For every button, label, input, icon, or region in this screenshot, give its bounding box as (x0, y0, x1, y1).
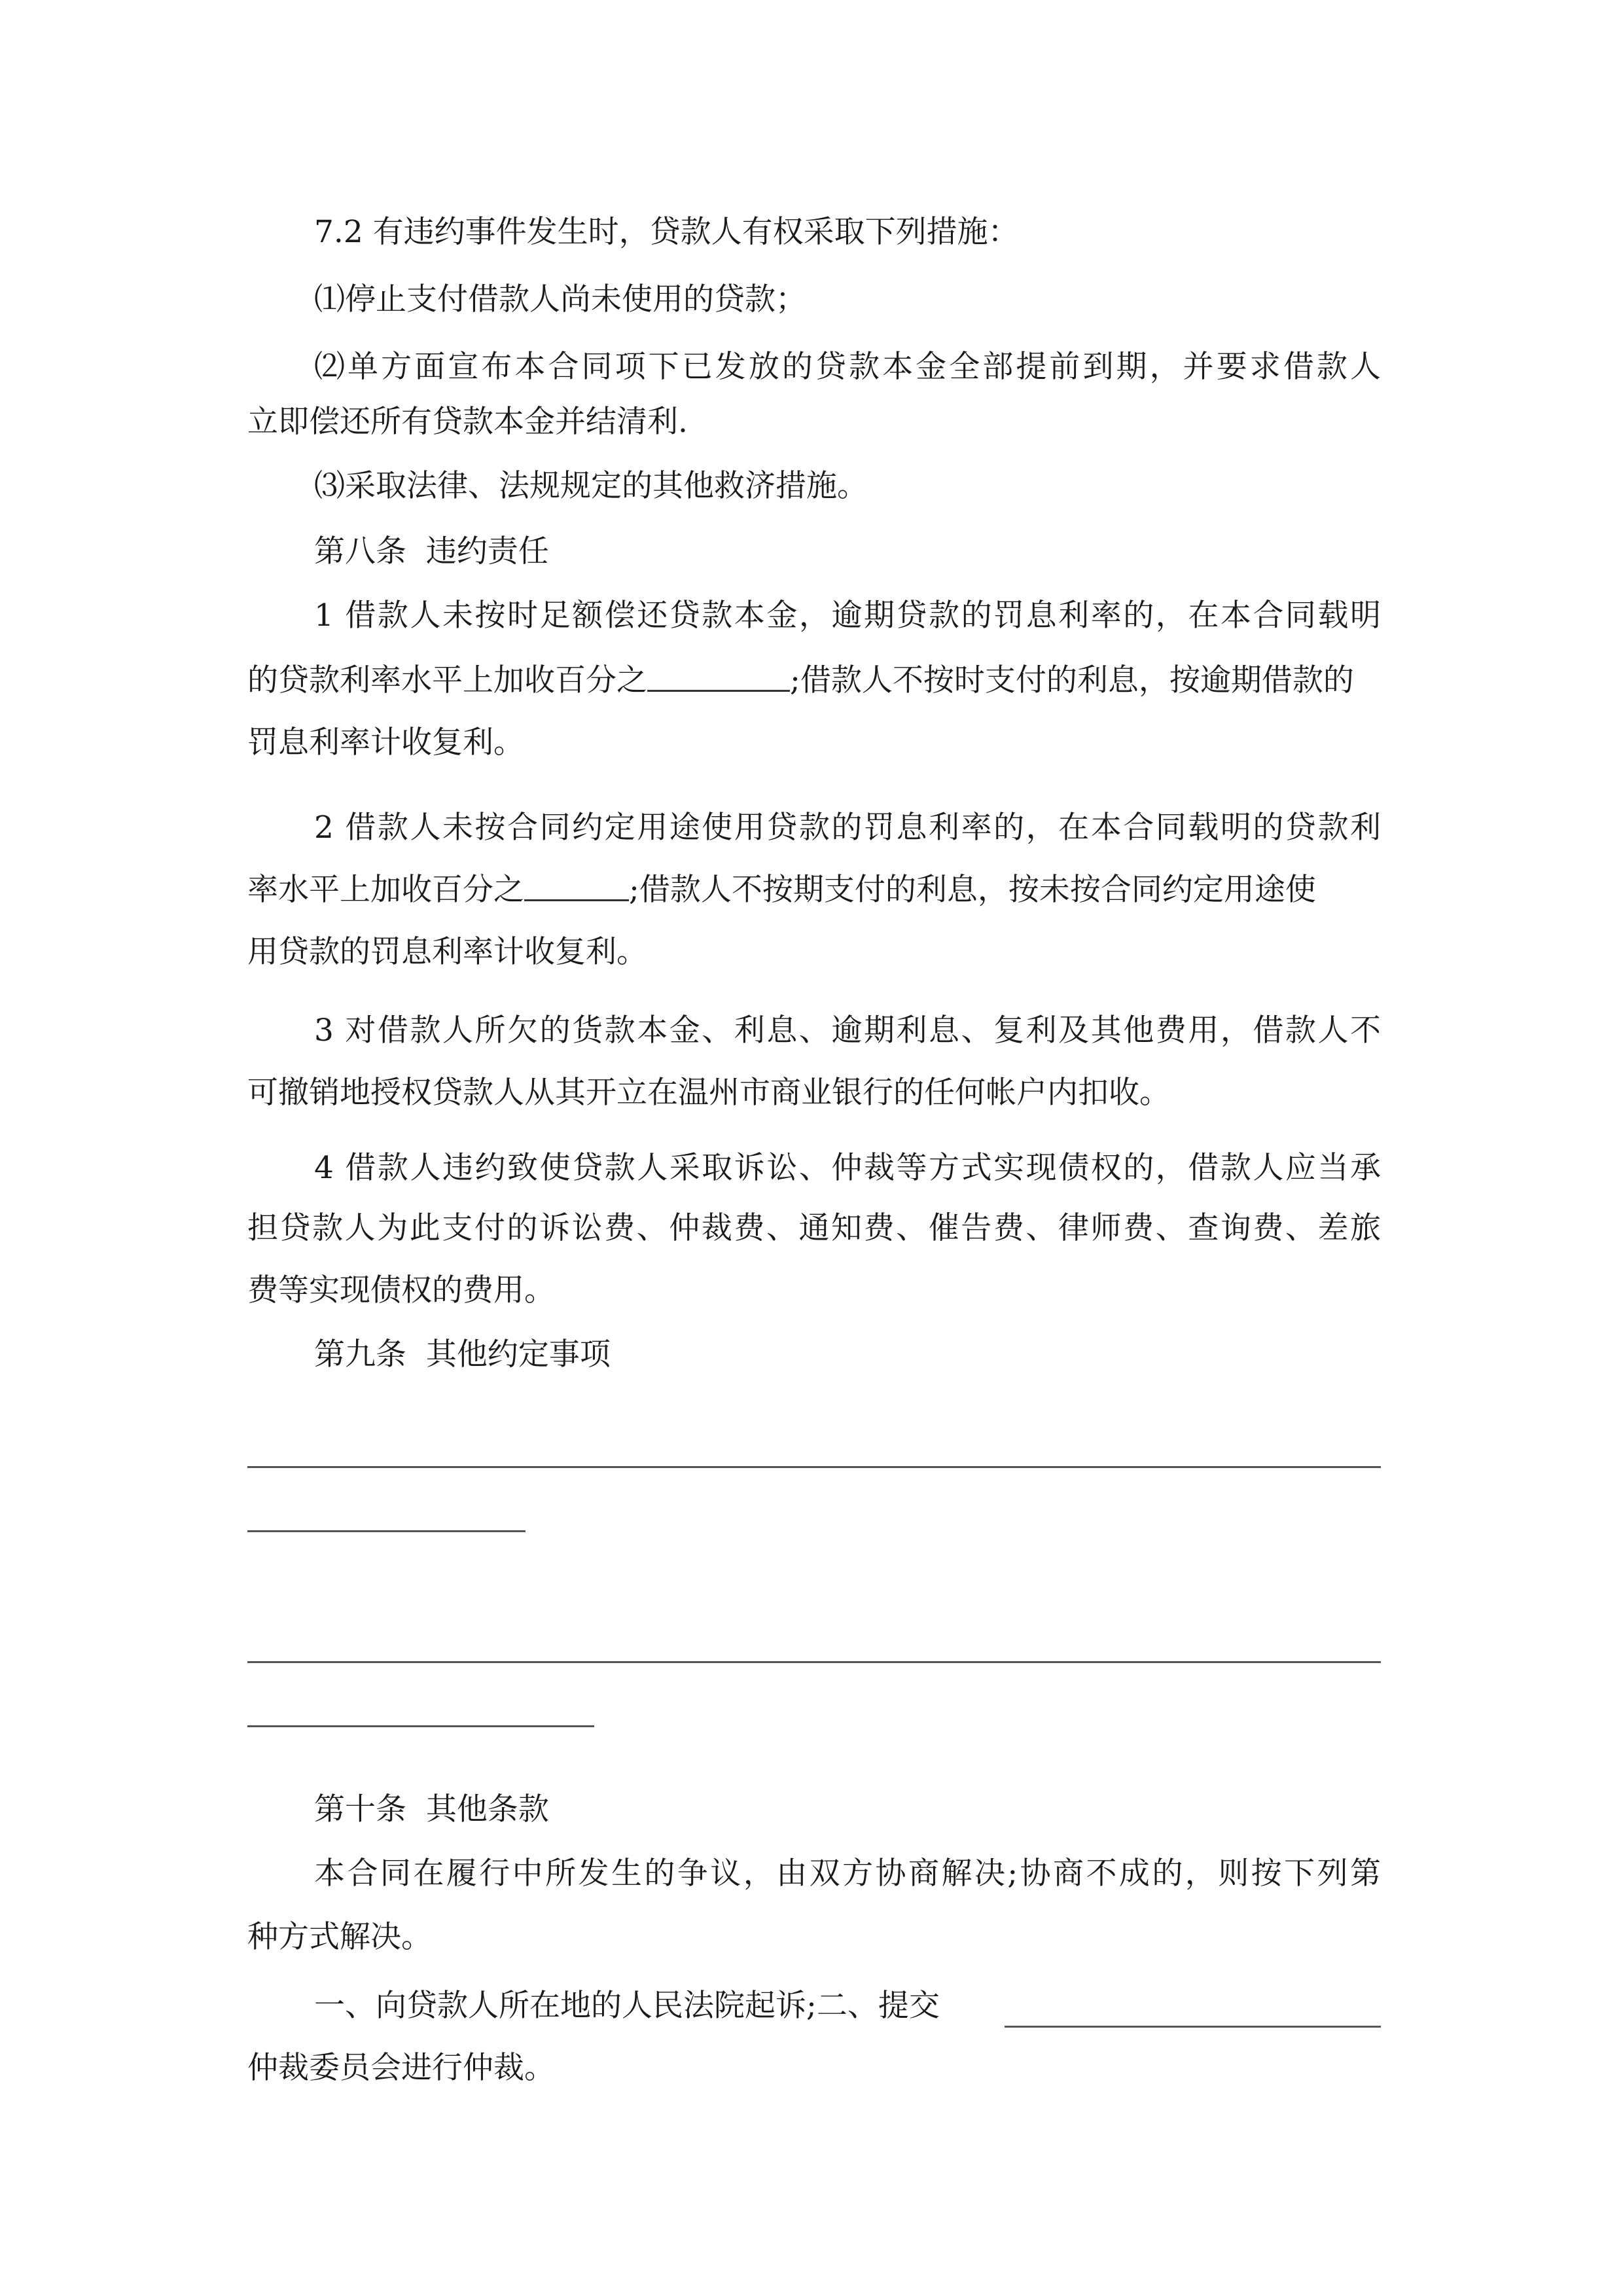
text-line: 用贷款的罚息利率计收复利。 (247, 934, 647, 970)
blank-line-long (247, 1661, 1381, 1663)
text-fragment: 的贷款利率水平上加收百分之 (247, 662, 647, 698)
clause-7-2 (0, 196, 1623, 268)
measure-1 (0, 264, 1623, 336)
clause-8-2-cont (0, 854, 1623, 926)
clause-10-text (0, 1838, 1623, 1910)
text-line (247, 645, 1354, 717)
text-line: 1 借款人未按时足额偿还贷款本金，逾期贷款的罚息利率的，在本合同载明 (314, 598, 1381, 634)
clause-8-2-cont2 (0, 916, 1623, 988)
clause-8-2 (0, 792, 1623, 864)
fill-in-blank-arbitration (1005, 2026, 1381, 2028)
measure-3 (0, 450, 1623, 522)
dispute-options-cont (0, 2032, 1623, 2104)
text-line: ⑵单方面宣布本合同项下已发放的贷款本金全部提前到期，并要求借款人 (314, 349, 1381, 385)
text-line: ⑶采取法律、法规规定的其他救济措施。 (314, 468, 868, 504)
fill-in-blank-percent (647, 662, 790, 692)
text-line: 一、向贷款人所在地的人民法院起诉;二、提交 (314, 1988, 940, 2024)
article-9-heading (0, 1319, 1623, 1391)
fill-in-blank-percent (524, 872, 629, 901)
clause-8-3 (0, 995, 1623, 1067)
heading: 第十条 其他条款 (314, 1791, 549, 1827)
text-fragment: ;借款人不按时支付的利息，按逾期借款的 (790, 662, 1354, 698)
text-line: 7.2 有违约事件发生时，贷款人有权采取下列措施： (314, 214, 1019, 250)
text-line: 3 对借款人所欠的货款本金、利息、逾期利息、复利及其他费用，借款人不 (314, 1013, 1381, 1049)
text-line: 罚息利率计收复利。 (247, 725, 524, 761)
clause-8-4-cont (0, 1193, 1623, 1265)
text-line: 种方式解决。 (247, 1919, 432, 1955)
blank-line-short (247, 1725, 594, 1727)
text-line: 费等实现债权的费用。 (247, 1272, 555, 1308)
text-line: 立即偿还所有贷款本金并结清利. (247, 404, 688, 440)
clause-8-4-cont2 (0, 1255, 1623, 1327)
clause-8-1 (0, 580, 1623, 652)
clause-8-1-cont (0, 645, 1623, 717)
text-line (247, 854, 1316, 926)
text-fragment: ;借款人不按期支付的利息，按未按合同约定用途使 (629, 872, 1316, 908)
blank-line-short (247, 1530, 526, 1532)
clause-8-1-cont2 (0, 707, 1623, 779)
text-line: 担贷款人为此支付的诉讼费、仲裁费、通知费、催告费、律师费、查询费、差旅 (247, 1210, 1381, 1246)
article-10-heading (0, 1774, 1623, 1846)
dispute-options (0, 1970, 1623, 2042)
text-line: 仲裁委员会进行仲裁。 (247, 2050, 555, 2086)
text-line: 4 借款人违约致使贷款人采取诉讼、仲裁等方式实现债权的，借款人应当承 (314, 1150, 1381, 1186)
heading: 第八条 违约责任 (314, 533, 549, 569)
text-fragment: 率水平上加收百分之 (247, 872, 524, 908)
clause-10-text-cont (0, 1901, 1623, 1973)
clause-8-3-cont (0, 1057, 1623, 1129)
blank-line-long (247, 1466, 1381, 1468)
heading: 第九条 其他约定事项 (314, 1336, 611, 1372)
article-8-heading (0, 516, 1623, 588)
text-line: ⑴停止支付借款人尚未使用的贷款； (314, 281, 806, 317)
text-line: 本合同在履行中所发生的争议，由双方协商解决;协商不成的，则按下列第 (314, 1856, 1381, 1892)
text-line: 2 借款人未按合同约定用途使用贷款的罚息利率的，在本合同载明的贷款利 (314, 810, 1381, 846)
text-line: 可撤销地授权贷款人从其开立在温州市商业银行的任何帐户内扣收。 (247, 1075, 1170, 1111)
measure-2-cont (0, 386, 1623, 458)
